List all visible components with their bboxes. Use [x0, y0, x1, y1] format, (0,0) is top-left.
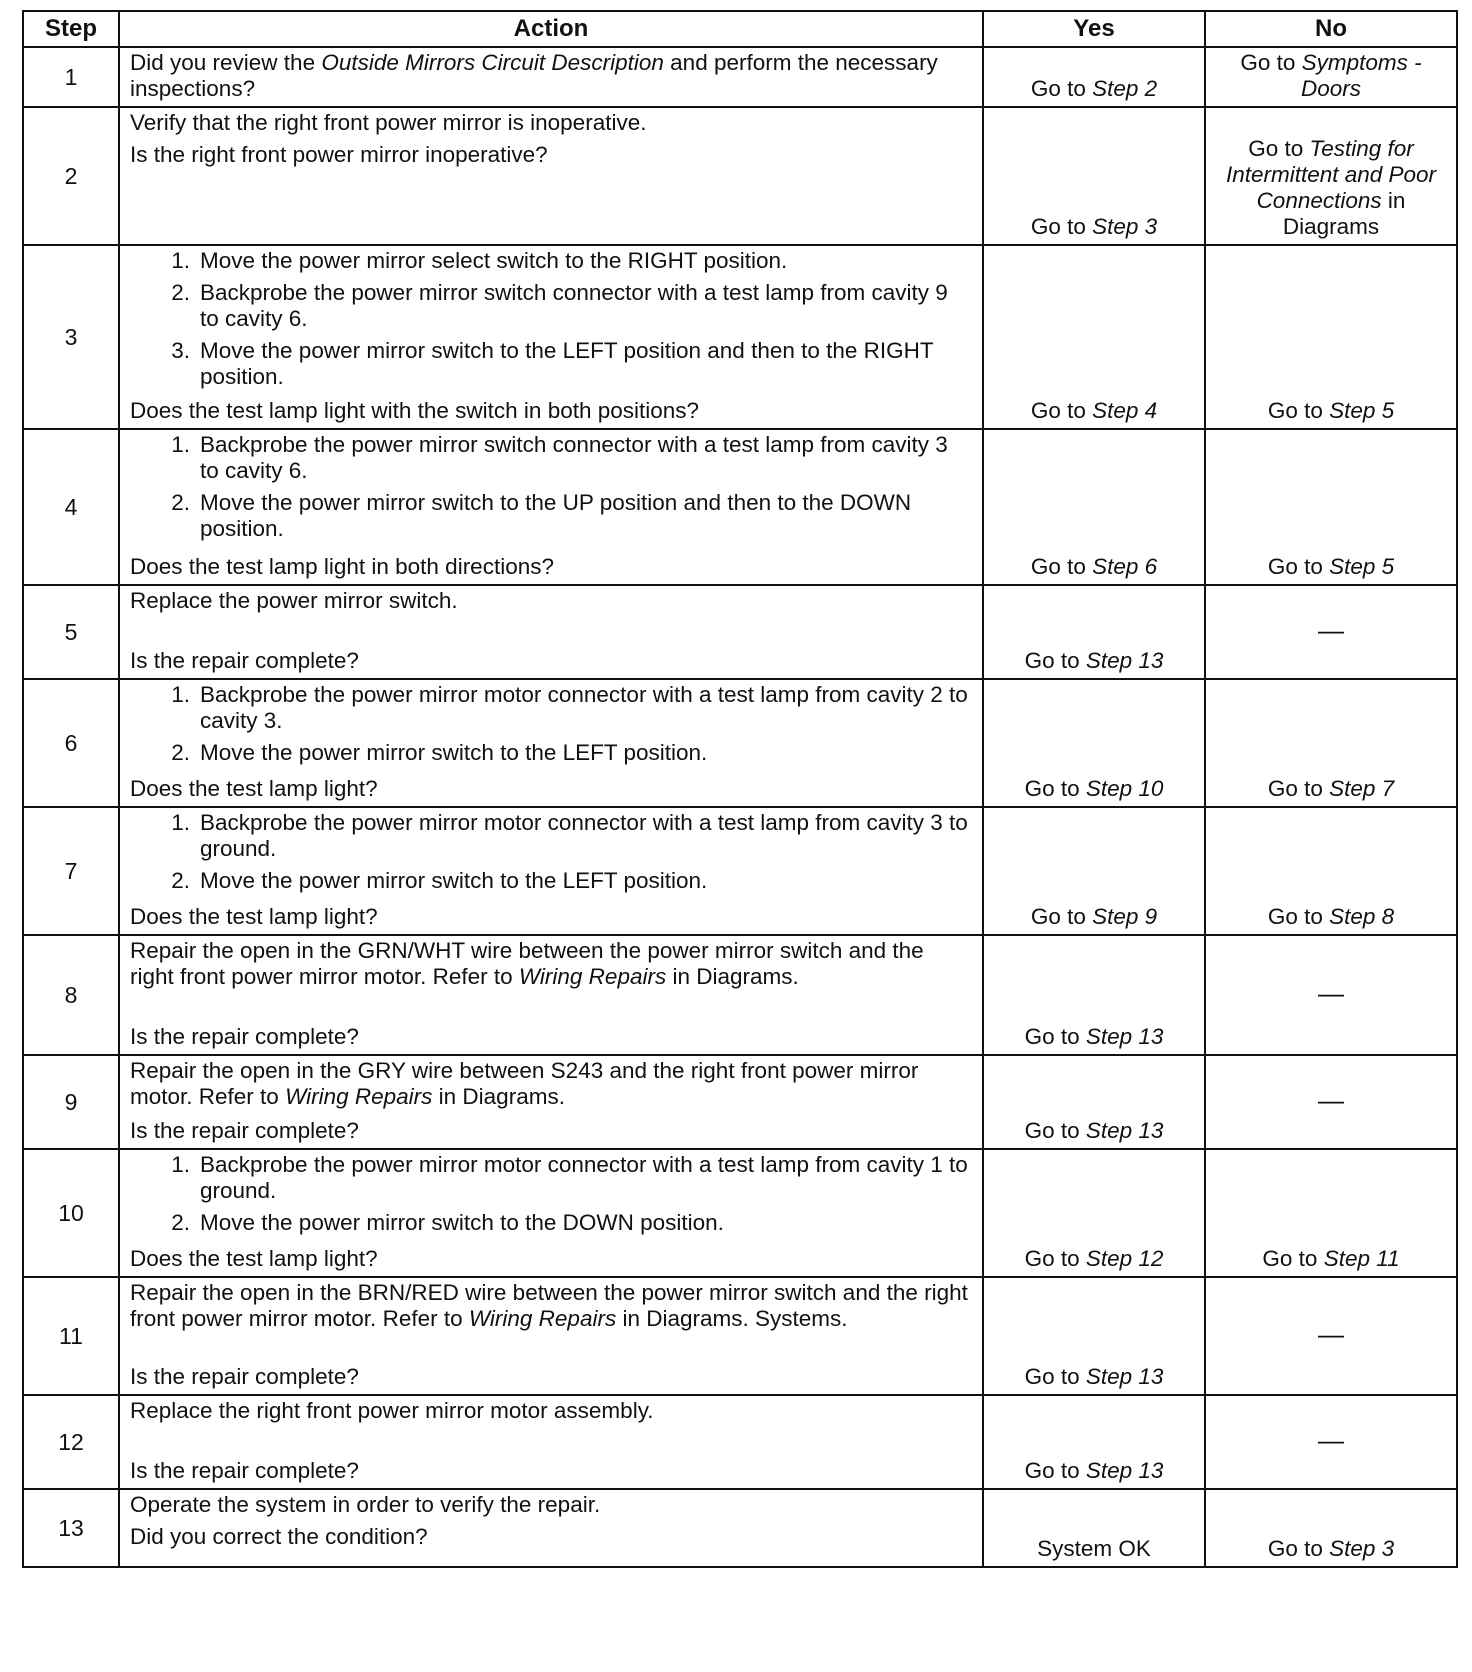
- text-run: Is the right front power mirror inoperative?: [130, 142, 548, 167]
- italic-text: Wiring Repairs: [518, 964, 667, 989]
- text-run: System OK: [1037, 1536, 1151, 1561]
- item-number: 2.: [171, 740, 190, 765]
- no-result: [1205, 245, 1457, 429]
- text-run: Repair the open in the GRY wire between S243 and the right front power mirror motor. Refer to: [130, 1058, 919, 1109]
- action-paragraph: [130, 1524, 972, 1550]
- text-run: Go to: [1240, 50, 1302, 75]
- text-run: Move the power mirror switch to the DOWN position.: [200, 1210, 724, 1235]
- text-run: Operate the system in order to verify the repair.: [130, 1492, 601, 1517]
- item-text: [200, 338, 972, 390]
- text-run: —: [1318, 615, 1344, 645]
- text-run: Move the power mirror switch to the LEFT position.: [200, 868, 708, 893]
- text-run: —: [1318, 1319, 1344, 1349]
- item-number: 1.: [171, 682, 190, 707]
- italic-text: Step 10: [1085, 776, 1164, 801]
- yes-result: [983, 1055, 1205, 1149]
- step-number: 2: [23, 107, 119, 245]
- yes-result: [983, 47, 1205, 107]
- action-paragraph: [130, 588, 972, 614]
- italic-text: Step 6: [1092, 554, 1158, 579]
- item-number: 1.: [171, 810, 190, 835]
- action-instructions: [130, 248, 972, 396]
- italic-text: Step 9: [1092, 904, 1158, 929]
- table-row: [23, 935, 1457, 1055]
- text-run: Go to: [1030, 398, 1093, 423]
- italic-text: Step 8: [1329, 904, 1395, 929]
- action-content: [130, 938, 972, 1050]
- text-run: Did you correct the condition?: [130, 1524, 428, 1549]
- table-row: [23, 1395, 1457, 1489]
- text-run: Backprobe the power mirror switch connector with a test lamp from cavity 9 to cavity 6.: [200, 280, 948, 331]
- step-number: 7: [23, 807, 119, 935]
- text-run: Repair the open in the BRN/RED wire between the power mirror switch and the right front power mirror motor. Refer to: [130, 1280, 968, 1331]
- action-content: [130, 432, 972, 580]
- table-row: [23, 245, 1457, 429]
- yes-result: [983, 935, 1205, 1055]
- text-run: Backprobe the power mirror motor connector with a test lamp from cavity 2 to cavity 3.: [200, 682, 968, 733]
- text-run: in Diagrams.: [432, 1084, 565, 1109]
- action-content: [130, 588, 972, 674]
- text-run: Go to: [1030, 904, 1093, 929]
- item-text: [200, 280, 972, 332]
- italic-text: Testing for Intermittent and Poor Connections: [1225, 136, 1437, 213]
- action-cell: [119, 679, 983, 807]
- action-question: Is the repair complete?: [130, 1458, 359, 1483]
- action-cell: [119, 245, 983, 429]
- action-instructions: [130, 682, 972, 772]
- action-instructions: [130, 1280, 972, 1332]
- italic-text: Step 4: [1092, 398, 1158, 423]
- italic-text: Step 12: [1085, 1246, 1164, 1271]
- no-result: [1205, 47, 1457, 107]
- action-paragraph: [130, 938, 972, 990]
- action-instructions: [130, 938, 972, 990]
- table-row: [23, 47, 1457, 107]
- italic-text: Step 13: [1085, 1364, 1164, 1389]
- text-run: Go to: [1024, 1364, 1086, 1389]
- no-result: [1205, 107, 1457, 245]
- no-result: [1205, 679, 1457, 807]
- text-run: Replace the power mirror switch.: [130, 588, 458, 613]
- no-result: [1205, 1055, 1457, 1149]
- action-instructions: [130, 810, 972, 900]
- italic-text: Step 13: [1085, 648, 1164, 673]
- action-content: [130, 810, 972, 930]
- italic-text: Step 5: [1329, 554, 1395, 579]
- item-text: [200, 248, 972, 274]
- action-question: Does the test lamp light in both directions?: [130, 554, 554, 579]
- italic-text: Outside Mirrors Circuit Description: [321, 50, 664, 75]
- header-no: No: [1205, 11, 1457, 47]
- action-cell: [119, 1055, 983, 1149]
- numbered-item: [130, 1152, 972, 1204]
- numbered-item: [130, 682, 972, 734]
- yes-result: [983, 245, 1205, 429]
- step-number: 3: [23, 245, 119, 429]
- action-question: Does the test lamp light?: [130, 1246, 378, 1271]
- numbered-item: [130, 338, 972, 390]
- text-run: Go to: [1030, 554, 1093, 579]
- text-run: Go to: [1267, 1536, 1330, 1561]
- yes-result: [983, 1149, 1205, 1277]
- step-number: 9: [23, 1055, 119, 1149]
- action-instructions: [130, 432, 972, 548]
- item-text: [200, 682, 972, 734]
- numbered-item: [130, 432, 972, 484]
- action-content: [130, 1280, 972, 1390]
- text-run: Go to: [1024, 1118, 1086, 1143]
- item-number: 2.: [171, 490, 190, 515]
- action-cell: [119, 1277, 983, 1395]
- item-text: [200, 868, 972, 894]
- text-run: Go to: [1030, 214, 1093, 239]
- no-result: [1205, 935, 1457, 1055]
- header-row: [23, 11, 1457, 47]
- action-paragraph: [130, 1058, 972, 1110]
- text-run: Move the power mirror switch to the UP position and then to the DOWN position.: [200, 490, 912, 541]
- italic-text: Step 2: [1092, 76, 1158, 101]
- text-run: Backprobe the power mirror motor connector with a test lamp from cavity 1 to ground.: [200, 1152, 968, 1203]
- yes-result: [983, 1277, 1205, 1395]
- action-cell: [119, 47, 983, 107]
- italic-text: Step 3: [1092, 214, 1158, 239]
- italic-text: Symptoms - Doors: [1300, 50, 1422, 101]
- text-run: Go to: [1267, 554, 1330, 579]
- action-content: [130, 1058, 972, 1144]
- table-row: [23, 585, 1457, 679]
- italic-text: Step 13: [1085, 1118, 1164, 1143]
- text-run: Replace the right front power mirror motor assembly.: [130, 1398, 654, 1423]
- item-number: 3.: [171, 338, 190, 363]
- no-result: [1205, 807, 1457, 935]
- item-number: 2.: [171, 280, 190, 305]
- no-result: [1205, 1489, 1457, 1567]
- table-row: [23, 1277, 1457, 1395]
- table-body: [23, 47, 1457, 1567]
- numbered-item: [130, 740, 972, 766]
- text-run: in Diagrams.: [666, 964, 799, 989]
- text-run: Did you review the: [130, 50, 322, 75]
- action-paragraph: [130, 142, 972, 168]
- step-number: 11: [23, 1277, 119, 1395]
- action-question: Does the test lamp light with the switch in both positions?: [130, 398, 700, 423]
- action-question: Does the test lamp light?: [130, 904, 378, 929]
- action-paragraph: [130, 110, 972, 136]
- text-run: Go to: [1030, 76, 1093, 101]
- text-run: in Diagrams. Systems.: [616, 1306, 848, 1331]
- text-run: in Diagrams: [1282, 188, 1406, 239]
- table-header: [23, 11, 1457, 47]
- action-instructions: [130, 110, 972, 168]
- text-run: Go to: [1267, 398, 1330, 423]
- item-text: [200, 490, 972, 542]
- text-run: and perform the necessary inspections?: [130, 50, 938, 101]
- italic-text: Step 13: [1085, 1024, 1164, 1049]
- action-paragraph: [130, 1398, 972, 1424]
- action-content: [130, 682, 972, 802]
- action-instructions: [130, 1492, 972, 1550]
- item-number: 1.: [171, 1152, 190, 1177]
- yes-result: [983, 107, 1205, 245]
- action-question: Is the repair complete?: [130, 1024, 359, 1049]
- item-number: 2.: [171, 1210, 190, 1235]
- text-run: Go to: [1024, 776, 1086, 801]
- numbered-item: [130, 248, 972, 274]
- italic-text: Wiring Repairs: [285, 1084, 433, 1109]
- numbered-item: [130, 490, 972, 542]
- table-row: [23, 429, 1457, 585]
- yes-result: [983, 807, 1205, 935]
- no-result: [1205, 1277, 1457, 1395]
- table-row: [23, 1055, 1457, 1149]
- action-content: [130, 50, 972, 102]
- yes-result: [983, 1395, 1205, 1489]
- numbered-item: [130, 1210, 972, 1236]
- item-text: [200, 1210, 972, 1236]
- text-run: Backprobe the power mirror motor connector with a test lamp from cavity 3 to ground.: [200, 810, 968, 861]
- item-text: [200, 432, 972, 484]
- text-run: —: [1318, 1425, 1344, 1455]
- table-row: [23, 1489, 1457, 1567]
- action-content: [130, 248, 972, 424]
- item-text: [200, 810, 972, 862]
- step-number: 12: [23, 1395, 119, 1489]
- header-yes: Yes: [983, 11, 1205, 47]
- header-step: Step: [23, 11, 119, 47]
- step-number: 4: [23, 429, 119, 585]
- numbered-item: [130, 810, 972, 862]
- text-run: Go to: [1024, 1246, 1086, 1271]
- step-number: 8: [23, 935, 119, 1055]
- action-instructions: [130, 588, 972, 614]
- italic-text: Step 13: [1085, 1458, 1164, 1483]
- item-text: [200, 1152, 972, 1204]
- action-instructions: [130, 1152, 972, 1242]
- item-number: 1.: [171, 432, 190, 457]
- italic-text: Step 11: [1323, 1246, 1400, 1271]
- yes-result: [983, 585, 1205, 679]
- table-row: [23, 1149, 1457, 1277]
- step-number: 13: [23, 1489, 119, 1567]
- text-run: Move the power mirror switch to the LEFT position and then to the RIGHT position.: [200, 338, 934, 389]
- text-run: Move the power mirror select switch to the RIGHT position.: [200, 248, 788, 273]
- italic-text: Wiring Repairs: [468, 1306, 617, 1331]
- step-number: 5: [23, 585, 119, 679]
- yes-result: [983, 429, 1205, 585]
- action-cell: [119, 429, 983, 585]
- action-cell: [119, 1489, 983, 1567]
- text-run: Backprobe the power mirror switch connector with a test lamp from cavity 3 to cavity 6.: [200, 432, 948, 483]
- text-run: Go to: [1024, 1458, 1086, 1483]
- action-cell: [119, 935, 983, 1055]
- text-run: Verify that the right front power mirror is inoperative.: [130, 110, 647, 135]
- text-run: —: [1318, 978, 1344, 1008]
- action-paragraph: [130, 1280, 972, 1332]
- item-number: 2.: [171, 868, 190, 893]
- text-run: Repair the open in the GRN/WHT wire between the power mirror switch and the right front power mirror motor. Refer to: [130, 938, 924, 989]
- no-result: [1205, 429, 1457, 585]
- text-run: Go to: [1248, 136, 1310, 161]
- diagnostic-table: [22, 10, 1458, 1568]
- action-content: [130, 1492, 972, 1562]
- step-number: 10: [23, 1149, 119, 1277]
- no-result: [1205, 1149, 1457, 1277]
- text-run: Move the power mirror switch to the LEFT position.: [200, 740, 708, 765]
- table-row: [23, 107, 1457, 245]
- text-run: Go to: [1267, 776, 1330, 801]
- action-question: Does the test lamp light?: [130, 776, 378, 801]
- table-row: [23, 679, 1457, 807]
- table-row: [23, 807, 1457, 935]
- text-run: Go to: [1267, 904, 1330, 929]
- action-paragraph: [130, 50, 972, 102]
- text-run: —: [1318, 1085, 1344, 1115]
- yes-result: [983, 679, 1205, 807]
- italic-text: Step 3: [1329, 1536, 1395, 1561]
- italic-text: Step 5: [1329, 398, 1395, 423]
- action-instructions: [130, 50, 972, 102]
- yes-result: [983, 1489, 1205, 1567]
- no-result: [1205, 1395, 1457, 1489]
- action-question: Is the repair complete?: [130, 1118, 359, 1143]
- text-run: Go to: [1024, 648, 1086, 673]
- italic-text: Step 7: [1329, 776, 1395, 801]
- numbered-item: [130, 280, 972, 332]
- action-cell: [119, 1395, 983, 1489]
- action-content: [130, 110, 972, 240]
- item-number: 1.: [171, 248, 190, 273]
- action-instructions: [130, 1058, 972, 1110]
- step-number: 6: [23, 679, 119, 807]
- action-content: [130, 1152, 972, 1272]
- action-cell: [119, 1149, 983, 1277]
- action-instructions: [130, 1398, 972, 1424]
- step-number: 1: [23, 47, 119, 107]
- action-content: [130, 1398, 972, 1484]
- no-result: [1205, 585, 1457, 679]
- action-question: Is the repair complete?: [130, 648, 359, 673]
- item-text: [200, 740, 972, 766]
- action-paragraph: [130, 1492, 972, 1518]
- text-run: Go to: [1262, 1246, 1324, 1271]
- numbered-item: [130, 868, 972, 894]
- action-question: Is the repair complete?: [130, 1364, 359, 1389]
- header-action: Action: [119, 11, 983, 47]
- text-run: Go to: [1024, 1024, 1086, 1049]
- action-cell: [119, 107, 983, 245]
- action-cell: [119, 585, 983, 679]
- action-cell: [119, 807, 983, 935]
